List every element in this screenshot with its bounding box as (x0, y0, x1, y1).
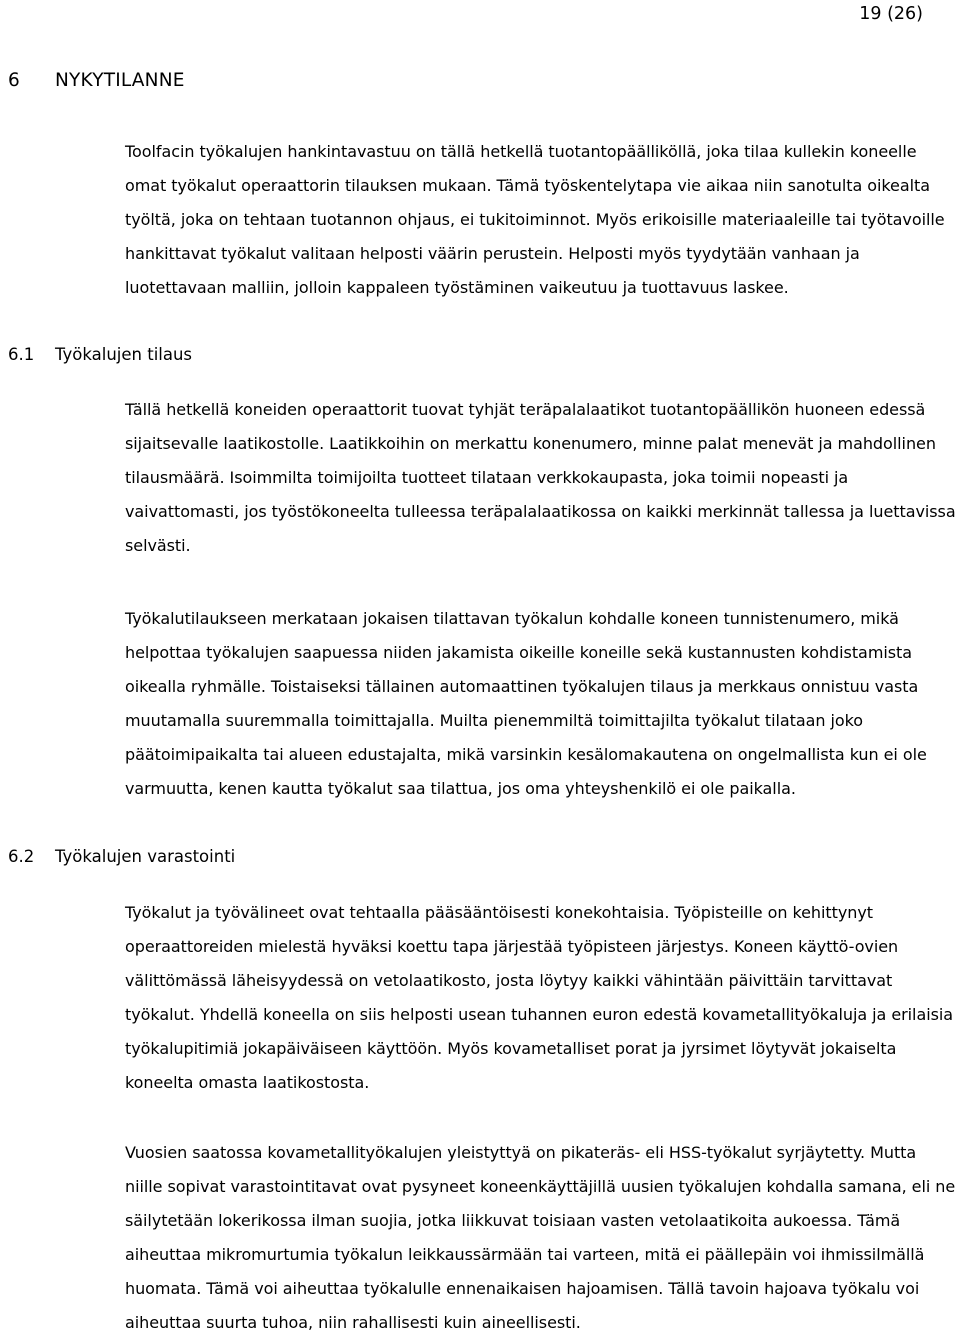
section-number: 6.2 (8, 847, 35, 866)
section-heading-storage (8, 845, 235, 869)
orders-paragraph-1: Tällä hetkellä koneiden operaattorit tuovat tyhjät teräpalalaatikot tuotantopäällikön huoneen edessä sijaitsevalle laatikostolle. Laatikkoihin on merkattu konenumero, minne palat menevät ja mahdollinen tilausmäärä. Isoimmilta toimijoilta tuotteet tilataan verkkokaupasta, joka toimii nopeasti ja vaivattomasti, jos työstökoneelta tulleessa teräpalalaatikossa on kaikki merkinnät tallessa ja luettavissa selvästi. (125, 400, 956, 556)
section-number: 6.1 (8, 345, 35, 364)
chapter-heading (8, 68, 185, 94)
orders-paragraph-2: Työkalutilaukseen merkataan jokaisen tilattavan työkalun kohdalle koneen tunnistenumero, mikä helpottaa työkalujen saapuessa niiden jakamista oikeille koneille sekä kustannusten kohdistamista oikealla ryhmälle. Toistaiseksi tällainen automaattinen työkalujen tilaus ja merkkaus onnistuu vasta muutamalla suuremmalla toimittajalla. Muilta pienemmiltä toimittajilta työkalut tilataan joko päätoimipaikalta tai alueen edustajalta, mikä varsinkin kesälomakautena on ongelmallista kun ei ole varmuutta, kenen kautta työkalut saa tilattua, jos oma yhteyshenkilö ei ole paikalla. (125, 609, 927, 799)
section-title: Työkalujen varastointi (55, 847, 236, 866)
section-title: Työkalujen tilaus (55, 345, 193, 364)
intro-paragraph: Toolfacin työkalujen hankintavastuu on tällä hetkellä tuotantopäälliköllä, joka tilaa kullekin koneelle omat työkalut operaattorin tilauksen mukaan. Tämä työskentelytapa vie aikaa niin sanotulta oikealta työltä, joka on tehtaan tuotannon ohjaus, ei tukitoiminnot. Myös erikoisille materiaaleille tai työtavoille hankittavat työkalut valitaan helposti väärin perustein. Helposti myös tyydytään vanhaan ja luotettavaan malliin, jolloin kappaleen työstäminen vaikeutuu ja tuottavuus laskee. (125, 142, 945, 298)
chapter-title: NYKYTILANNE (55, 70, 185, 91)
storage-paragraph-1: Työkalut ja työvälineet ovat tehtaalla pääsääntöisesti konekohtaisia. Työpisteille on kehittynyt operaattoreiden mielestä hyväksi koettu tapa järjestää työpisteen järjestys. Koneen käyttö-ovien välittömässä läheisyydessä on vetolaatikosto, josta löytyy kaikki vähintään päivittäin tarvittavat työkalut. Yhdellä koneella on siis helposti usean tuhannen euron edestä kovametallityökaluja ja erilaisia työkalupitimiä jokapäiväiseen käyttöön. Myös kovametalliset porat ja jyrsimet löytyvät jokaiselta koneelta omasta laatikostosta. (125, 903, 954, 1093)
page-number: 19 (26) (859, 4, 923, 24)
chapter-number: 6 (8, 70, 20, 91)
section-heading-orders (8, 343, 192, 367)
storage-paragraph-2: Vuosien saatossa kovametallityökalujen yleistyttyä on pikateräs- eli HSS-työkalut syrjäytetty. Mutta niille sopivat varastointitavat ovat pysyneet koneenkäyttäjillä uusien työkalujen kohdalla samana, eli ne säilytetään lokerikossa ilman suojia, jotka liikkuvat toisiaan vasten vetolaatikoita aukoessa. Tämä aiheuttaa mikromurtumia työkalun leikkaussärmään tai varteen, mitä ei päällepäin voi ihmissilmällä huomata. Tämä voi aiheuttaa työkalulle ennenaikaisen hajoamisen. Tällä tavoin hajoava työkalu voi aiheuttaa suurta tuhoa, niin rahallisesti kuin aineellisesti. (125, 1143, 956, 1333)
